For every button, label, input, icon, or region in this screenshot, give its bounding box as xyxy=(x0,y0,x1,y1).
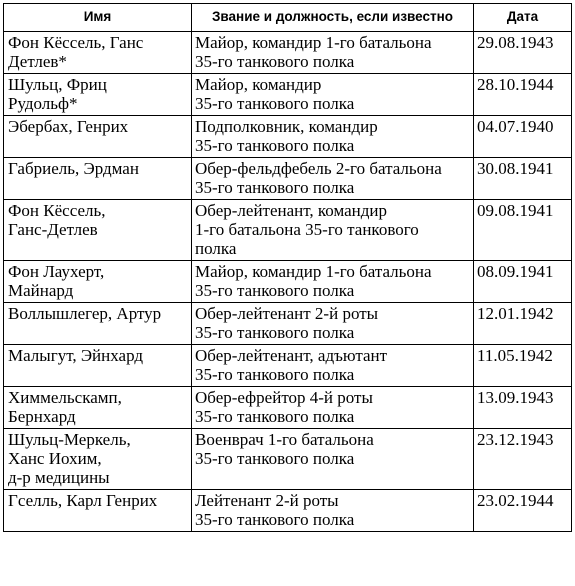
awards-table xyxy=(3,3,572,532)
table-row xyxy=(4,116,572,158)
name-line: Габриель, Эрдман xyxy=(8,159,139,178)
cell-name xyxy=(4,345,192,387)
header-rank: Звание и должность, если известно xyxy=(192,4,474,32)
rank-line: полка xyxy=(195,239,237,258)
table-body xyxy=(4,32,572,532)
cell-date: 13.09.1943 xyxy=(474,387,572,429)
cell-name xyxy=(4,261,192,303)
name-line: д-р медицины xyxy=(8,468,110,487)
name-line: Ханс Иохим, xyxy=(8,449,102,468)
cell-date: 29.08.1943 xyxy=(474,32,572,74)
name-line: Эбербах, Генрих xyxy=(8,117,129,136)
cell-date: 11.05.1942 xyxy=(474,345,572,387)
cell-name xyxy=(4,158,192,200)
rank-line: Обер-лейтенант, командир xyxy=(195,201,388,220)
cell-date: 23.02.1944 xyxy=(474,490,572,532)
rank-line: 35-го танкового полка xyxy=(195,365,355,384)
awards-table-container xyxy=(3,3,571,532)
cell-name xyxy=(4,429,192,490)
name-line: Малыгут, Эйнхард xyxy=(8,346,144,365)
cell-date: 08.09.1941 xyxy=(474,261,572,303)
cell-date: 23.12.1943 xyxy=(474,429,572,490)
table-row xyxy=(4,490,572,532)
rank-line: 1-го батальона 35-го танкового xyxy=(195,220,419,239)
rank-line: 35-го танкового полка xyxy=(195,94,355,113)
cell-rank xyxy=(192,32,474,74)
cell-date: 30.08.1941 xyxy=(474,158,572,200)
rank-line: 35-го танкового полка xyxy=(195,407,355,426)
cell-name xyxy=(4,74,192,116)
rank-line: 35-го танкового полка xyxy=(195,136,355,155)
table-row xyxy=(4,158,572,200)
rank-line: 35-го танкового полка xyxy=(195,323,355,342)
name-line: Рудольф* xyxy=(8,94,78,113)
rank-line: Обер-фельдфебель 2-го батальона xyxy=(195,159,442,178)
name-line: Воллышлегер, Артур xyxy=(8,304,162,323)
name-line: Шульц-Меркель, xyxy=(8,430,131,449)
name-line: Майнард xyxy=(8,281,74,300)
rank-line: Майор, командир 1-го батальона xyxy=(195,262,432,281)
cell-rank xyxy=(192,490,474,532)
cell-name xyxy=(4,116,192,158)
rank-line: Обер-ефрейтор 4-й роты xyxy=(195,388,373,407)
name-line: Детлев* xyxy=(8,52,67,71)
cell-name xyxy=(4,490,192,532)
table-row xyxy=(4,303,572,345)
name-line: Бернхард xyxy=(8,407,76,426)
cell-name xyxy=(4,387,192,429)
cell-rank xyxy=(192,345,474,387)
rank-line: Лейтенант 2-й роты xyxy=(195,491,339,510)
rank-line: Военврач 1-го батальона xyxy=(195,430,374,449)
rank-line: 35-го танкового полка xyxy=(195,449,355,468)
cell-date: 09.08.1941 xyxy=(474,200,572,261)
rank-line: 35-го танкового полка xyxy=(195,178,355,197)
header-date: Дата xyxy=(474,4,572,32)
rank-line: 35-го танкового полка xyxy=(195,281,355,300)
name-line: Фон Лаухерт, xyxy=(8,262,105,281)
cell-rank xyxy=(192,261,474,303)
header-name: Имя xyxy=(4,4,192,32)
cell-rank xyxy=(192,200,474,261)
cell-date: 28.10.1944 xyxy=(474,74,572,116)
name-line: Фон Кёссель, xyxy=(8,201,106,220)
table-row xyxy=(4,32,572,74)
rank-line: 35-го танкового полка xyxy=(195,52,355,71)
rank-line: Майор, командир 1-го батальона xyxy=(195,33,432,52)
table-header-row xyxy=(4,4,572,32)
cell-rank xyxy=(192,429,474,490)
cell-rank xyxy=(192,387,474,429)
rank-line: Обер-лейтенант 2-й роты xyxy=(195,304,379,323)
rank-line: Обер-лейтенант, адъютант xyxy=(195,346,388,365)
cell-name xyxy=(4,303,192,345)
table-row xyxy=(4,74,572,116)
name-line: Шульц, Фриц xyxy=(8,75,107,94)
cell-name xyxy=(4,200,192,261)
cell-rank xyxy=(192,158,474,200)
cell-rank xyxy=(192,74,474,116)
name-line: Фон Кёссель, Ганс xyxy=(8,33,144,52)
name-line: Гселль, Карл Генрих xyxy=(8,491,158,510)
name-line: Химмельскамп, xyxy=(8,388,122,407)
cell-rank xyxy=(192,116,474,158)
rank-line: Подполковник, командир xyxy=(195,117,378,136)
cell-date: 04.07.1940 xyxy=(474,116,572,158)
rank-line: 35-го танкового полка xyxy=(195,510,355,529)
name-line: Ганс-Детлев xyxy=(8,220,98,239)
cell-name xyxy=(4,32,192,74)
cell-date: 12.01.1942 xyxy=(474,303,572,345)
table-row xyxy=(4,345,572,387)
cell-rank xyxy=(192,303,474,345)
table-row xyxy=(4,387,572,429)
table-row xyxy=(4,200,572,261)
table-row xyxy=(4,429,572,490)
table-row xyxy=(4,261,572,303)
rank-line: Майор, командир xyxy=(195,75,322,94)
